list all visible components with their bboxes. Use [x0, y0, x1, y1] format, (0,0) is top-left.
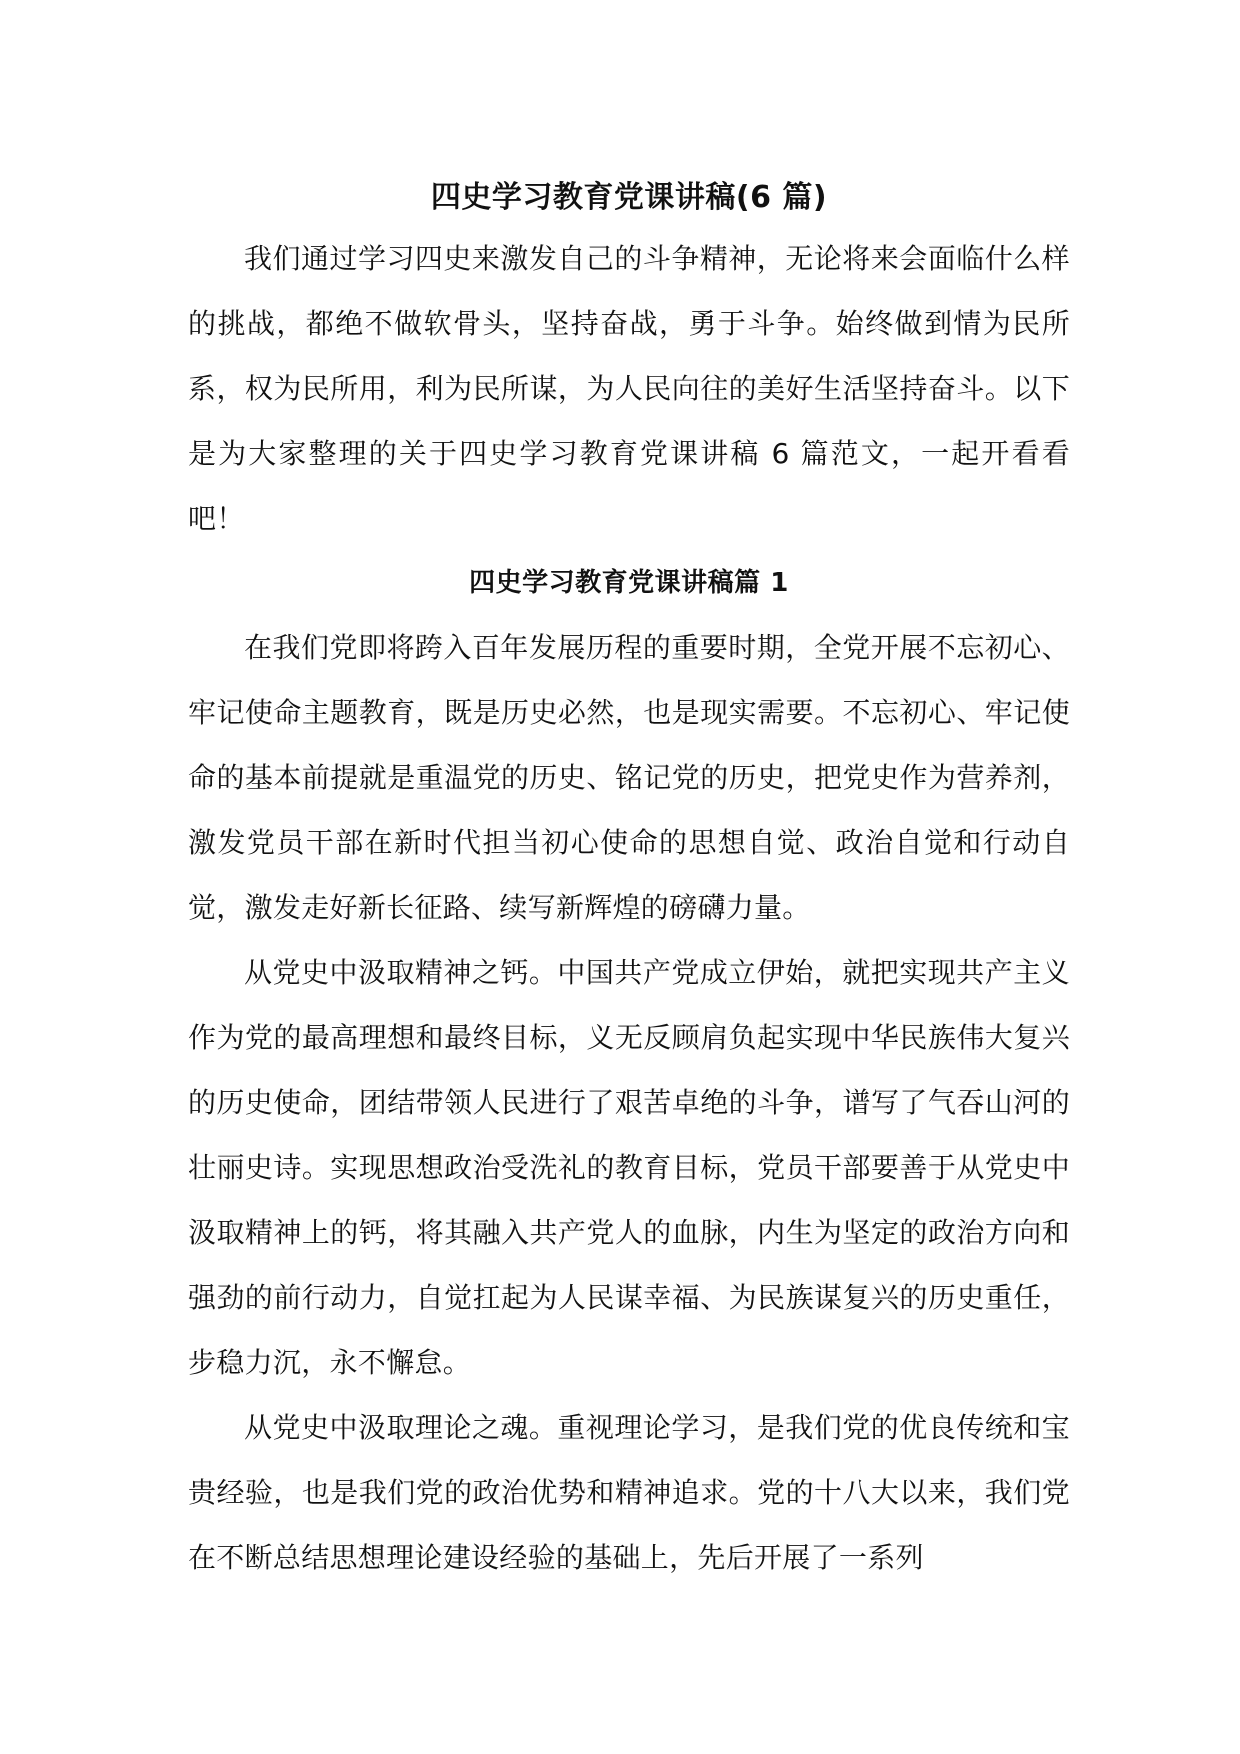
document-title: 四史学习教育党课讲稿(6 篇): [430, 180, 828, 215]
intro-paragraph: 我们通过学习四史来激发自己的斗争精神，无论将来会面临什么样的挑战，都绝不做软骨头，坚持奋战，勇于斗争。始终做到情为民所系，权为民所用，利为民所谋，为人民向往的美好生活坚持奋斗。以下是为大家整理的关于四史学习教育党课讲稿 6 篇范文，一起开看看吧！: [188, 242, 1070, 535]
section-heading: 四史学习教育党课讲稿篇 1: [469, 568, 789, 598]
body-paragraph-1: 在我们党即将跨入百年发展历程的重要时期，全党开展不忘初心、牢记使命主题教育，既是历史必然，也是现实需要。不忘初心、牢记使命的基本前提就是重温党的历史、铭记党的历史，把党史作为营养剂，激发党员干部在新时代担当初心使命的思想自觉、政治自觉和行动自觉，激发走好新长征路、续写新辉煌的磅礴力量。: [188, 631, 1070, 924]
body-paragraph-3: 从党史中汲取理论之魂。重视理论学习，是我们党的优良传统和宝贵经验，也是我们党的政治优势和精神追求。党的十八大以来，我们党在不断总结思想理论建设经验的基础上，先后开展了一系列: [188, 1411, 1070, 1574]
document-body: [188, 170, 1070, 1590]
body-paragraph-2: 从党史中汲取精神之钙。中国共产党成立伊始，就把实现共产主义作为党的最高理想和最终目标，义无反顾肩负起实现中华民族伟大复兴的历史使命，团结带领人民进行了艰苦卓绝的斗争，谱写了气吞山河的壮丽史诗。实现思想政治受洗礼的教育目标，党员干部要善于从党史中汲取精神上的钙，将其融入共产党人的血脉，内生为坚定的政治方向和强劲的前行动力，自觉扛起为人民谋幸福、为民族谋复兴的历史重任，步稳力沉，永不懈怠。: [188, 956, 1070, 1379]
